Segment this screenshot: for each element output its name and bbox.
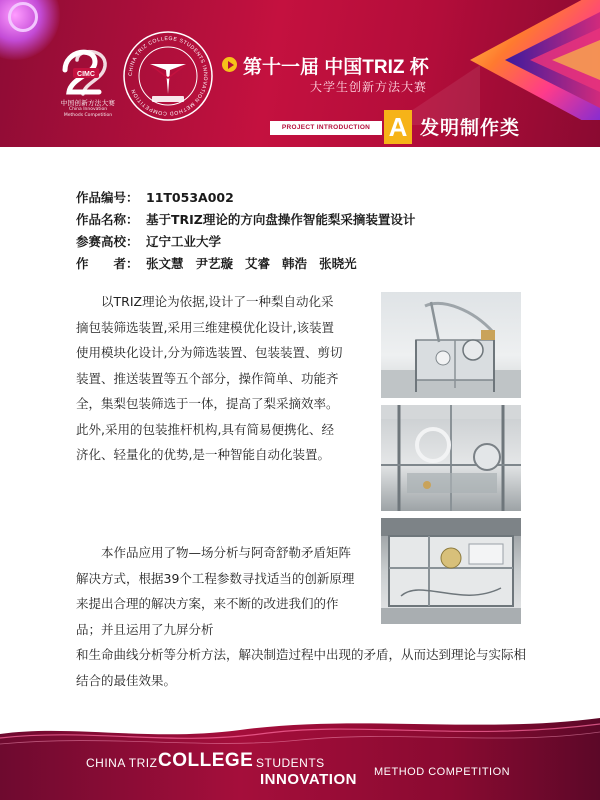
header-banner [0,0,600,147]
cimc-caption-en-1: China Innovation [68,107,108,112]
school-row [76,231,536,253]
cimc-logo [55,42,115,100]
footer-students: STUDENTS [256,756,325,770]
work-number-row [76,187,536,209]
authors-list [146,256,369,271]
cimc-caption-en-2: Methods Competition [63,112,113,118]
triz-competition-emblem [122,30,214,122]
footer-china-triz: CHINA TRIZ [86,756,158,770]
footer-college: COLLEGE [158,750,254,771]
author-name: 艾睿 [245,256,271,271]
emblem-ring-text: CHINA TRIZ COLLEGE STUDENTS INNOVATION METHOD COMPETITION [127,35,209,117]
footer-innovation: INNOVATION [260,771,357,788]
device-photo-1 [381,292,521,398]
cimc-logo-caption [52,98,124,118]
footer-method-competition: METHOD COMPETITION [374,766,511,778]
author-name: 张文慧 [146,256,184,271]
decorative-triangle [430,0,600,120]
category-letter-badge: A [384,110,412,144]
category-title: 发明制作类 [420,117,521,139]
device-photo-3 [381,518,521,624]
decorative-ring [8,2,38,32]
cimc-caption-cn: 中国创新方法大赛 [60,99,116,107]
description-paragraph-2: 本作品应用了物—场分析与阿奇舒勒矛盾矩阵解决方式，根据39个工程参数寻找适当的创新原理来提出合理的解决方案，来不断的改进我们的作品；并且运用了九屏分析 [76,545,355,637]
author-name: 尹艺璇 [195,256,234,271]
authors-label: 作 者： [76,256,139,271]
project-introduction-tag: PROJECT INTRODUCTION [270,121,382,135]
device-photo-2 [381,405,521,511]
competition-title: 第十一届 中国TRIZ 杯 [243,57,429,78]
play-icon [222,57,237,72]
work-name-label: 作品名称： [76,212,139,227]
author-name: 张晓光 [319,256,357,271]
device-photo-3-image [381,518,521,624]
school-value: 辽宁工业大学 [146,234,222,249]
author-name: 韩浩 [282,256,308,271]
work-name-value: 基于TRIZ理论的方向盘操作智能梨采摘装置设计 [146,212,416,227]
cimc-badge-text: CIMC [77,71,95,78]
device-photo-2-image [381,405,521,511]
work-name-row [76,209,536,231]
school-label: 参赛高校： [76,234,139,249]
decorative-wave [0,712,600,752]
device-photo-1-image [381,292,521,398]
footer-banner [0,712,600,800]
project-meta [76,187,536,275]
work-number-value: 11T053A002 [146,190,234,205]
competition-subtitle: 大学生创新方法大赛 [310,80,428,94]
description-paragraph-3: 和生命曲线分析等分析方法，解决制造过程中出现的矛盾，从而达到理论与实际相结合的最佳效果。 [76,647,527,688]
description-paragraph-1: 以TRIZ理论为依据,设计了一种梨自动化采摘包装筛选装置,采用三维建模优化设计,该装置使用模块化设计,分为筛选装置、包装装置、剪切装置、推送装置等五个部分，操作简单、功能齐全，集梨包装筛选于一体，提高了梨采摘效率。此外,采用的包装推杆机构,具有简易便携化、经济化、轻量化的优势,是一种智能自动化装置。 [76,294,343,462]
work-number-label: 作品编号： [76,190,139,205]
authors-row [76,253,536,275]
